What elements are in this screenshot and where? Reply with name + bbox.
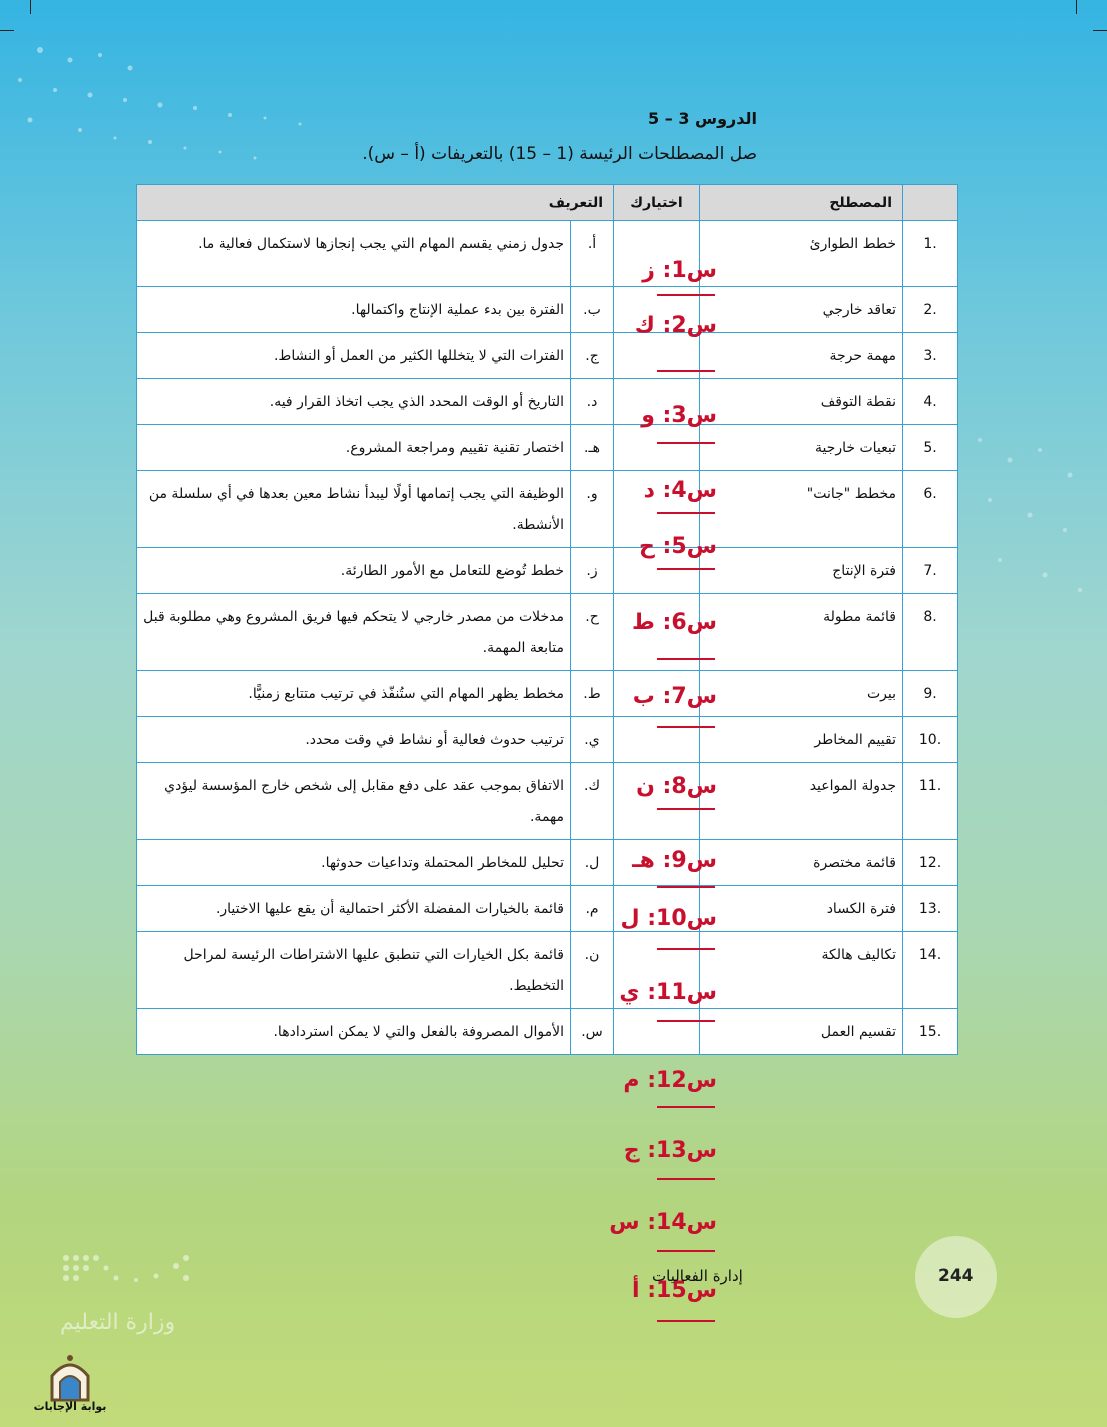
row-definition: اختصار تقنية تقييم ومراجعة المشروع.: [137, 425, 571, 471]
row-definition-letter: م.: [571, 886, 614, 932]
row-definition-letter: ك.: [571, 763, 614, 840]
header-term: المصطلح: [700, 185, 903, 221]
row-definition: تحليل للمخاطر المحتملة وتداعيات حدوثها.: [137, 840, 571, 886]
row-definition-letter: س.: [571, 1009, 614, 1055]
row-definition: الفترة بين بدء عملية الإنتاج واكتمالها.: [137, 287, 571, 333]
row-number: .3: [903, 333, 958, 379]
row-definition: الفترات التي لا يتخللها الكثير من العمل أو النشاط.: [137, 333, 571, 379]
dot-pattern-decoration: [960, 420, 1100, 620]
row-term: مخطط "جانت": [700, 471, 903, 548]
instruction-text: صل المصطلحات الرئيسة (1 – 15) بالتعريفات (أ – س).: [362, 144, 757, 164]
answer-underline: [657, 886, 715, 888]
table-row: [137, 221, 958, 287]
table-row: [137, 717, 958, 763]
row-definition: مخطط يظهر المهام التي ستُنفّذ في ترتيب متتابع زمنيًّا.: [137, 671, 571, 717]
table-row: [137, 840, 958, 886]
row-definition-letter: و.: [571, 471, 614, 548]
page-number: 244: [938, 1266, 974, 1286]
ministry-logo-dots: [60, 1252, 196, 1292]
table-row: [137, 594, 958, 671]
answer-underline: [657, 442, 715, 444]
row-number: .13: [903, 886, 958, 932]
row-number: .6: [903, 471, 958, 548]
row-definition-letter: ن.: [571, 932, 614, 1009]
crop-mark: [1076, 0, 1077, 14]
row-number: .7: [903, 548, 958, 594]
row-answer-cell: [614, 425, 700, 471]
table-header-row: [137, 185, 958, 221]
header-definition: التعريف: [137, 185, 614, 221]
answer-underline: [657, 512, 715, 514]
handwritten-answer: س2: ك: [634, 313, 717, 338]
row-term: فترة الإنتاج: [700, 548, 903, 594]
row-term: قائمة مختصرة: [700, 840, 903, 886]
answer-underline: [657, 1250, 715, 1252]
table-row: [137, 548, 958, 594]
handwritten-answer: س14: س: [609, 1210, 717, 1235]
table-row: [137, 287, 958, 333]
row-definition: قائمة بالخيارات المفضلة الأكثر احتمالية أن يقع عليها الاختيار.: [137, 886, 571, 932]
row-definition: قائمة بكل الخيارات التي تنطبق عليها الاشتراطات الرئيسة لمراحل التخطيط.: [137, 932, 571, 1009]
table-row: [137, 932, 958, 1009]
answer-underline: [657, 726, 715, 728]
handwritten-answer: س7: ب: [632, 684, 717, 709]
row-term: فترة الكساد: [700, 886, 903, 932]
table-row: [137, 886, 958, 932]
answers-gate-label: بوابة الإجابات: [33, 1400, 107, 1413]
table-row: [137, 333, 958, 379]
row-term: تقييم المخاطر: [700, 717, 903, 763]
row-term: تكاليف هالكة: [700, 932, 903, 1009]
answer-underline: [657, 294, 715, 296]
answer-underline: [657, 948, 715, 950]
row-term: تبعيات خارجية: [700, 425, 903, 471]
row-definition-letter: ب.: [571, 287, 614, 333]
handwritten-answer: س3: و: [641, 403, 717, 428]
row-answer-cell: [614, 717, 700, 763]
handwritten-answer: س8: ن: [636, 774, 717, 799]
terms-matching-table: [136, 184, 958, 1055]
row-definition-letter: هـ.: [571, 425, 614, 471]
crop-mark: [30, 0, 31, 14]
row-definition-letter: أ.: [571, 221, 614, 287]
row-term: تقسيم العمل: [700, 1009, 903, 1055]
row-number: .1: [903, 221, 958, 287]
table-row: [137, 671, 958, 717]
row-term: خطط الطوارئ: [700, 221, 903, 287]
footer-book-title: إدارة الفعاليات: [652, 1267, 743, 1285]
crop-mark: [1093, 30, 1107, 31]
row-number: .5: [903, 425, 958, 471]
row-number: .4: [903, 379, 958, 425]
row-definition: الأموال المصروفة بالفعل والتي لا يمكن استردادها.: [137, 1009, 571, 1055]
row-term: تعاقد خارجي: [700, 287, 903, 333]
row-definition: ترتيب حدوث فعالية أو نشاط في وقت محدد.: [137, 717, 571, 763]
row-definition-letter: ط.: [571, 671, 614, 717]
handwritten-answer: س10: ل: [620, 906, 717, 931]
row-definition: الاتفاق بموجب عقد على دفع مقابل إلى شخص خارج المؤسسة ليؤدي مهمة.: [137, 763, 571, 840]
handwritten-answer: س1: ز: [642, 258, 717, 283]
row-number: .14: [903, 932, 958, 1009]
row-term: نقطة التوقف: [700, 379, 903, 425]
row-definition-letter: ي.: [571, 717, 614, 763]
table-row: [137, 763, 958, 840]
row-term: بيرت: [700, 671, 903, 717]
table-row: [137, 425, 958, 471]
answer-underline: [657, 658, 715, 660]
answer-underline: [657, 1106, 715, 1108]
row-definition: الوظيفة التي يجب إتمامها أولًا ليبدأ نشاط معين بعدها في أي سلسلة من الأنشطة.: [137, 471, 571, 548]
handwritten-answer: س5: ح: [639, 534, 717, 559]
answer-underline: [657, 1178, 715, 1180]
answer-underline: [657, 808, 715, 810]
row-number: .8: [903, 594, 958, 671]
row-term: قائمة مطولة: [700, 594, 903, 671]
header-answer: اختيارك: [614, 185, 700, 221]
handwritten-answer: س9: هـ: [632, 848, 717, 873]
handwritten-answer: س13: ج: [623, 1138, 717, 1163]
handwritten-answer: س11: ي: [619, 980, 717, 1005]
row-term: جدولة المواعيد: [700, 763, 903, 840]
table-row: [137, 379, 958, 425]
row-definition: التاريخ أو الوقت المحدد الذي يجب اتخاذ القرار فيه.: [137, 379, 571, 425]
handwritten-answer: س4: د: [643, 478, 717, 503]
handwritten-answer: س12: م: [623, 1068, 717, 1093]
answers-gate-logo: [30, 1350, 110, 1427]
lesson-heading: الدروس 3 – 5: [648, 109, 757, 128]
row-definition: مدخلات من مصدر خارجي لا يتحكم فيها فريق المشروع وهي مطلوبة قبل متابعة المهمة.: [137, 594, 571, 671]
row-definition: خطط تُوضع للتعامل مع الأمور الطارئة.: [137, 548, 571, 594]
row-number: .2: [903, 287, 958, 333]
row-number: .12: [903, 840, 958, 886]
row-answer-cell: [614, 333, 700, 379]
table-row: [137, 1009, 958, 1055]
answer-underline: [657, 1320, 715, 1322]
row-definition-letter: د.: [571, 379, 614, 425]
table-row: [137, 471, 958, 548]
row-definition-letter: ز.: [571, 548, 614, 594]
row-term: مهمة حرجة: [700, 333, 903, 379]
answer-underline: [657, 1020, 715, 1022]
ministry-logo-text: وزارة التعليم: [60, 1310, 176, 1335]
row-number: .10: [903, 717, 958, 763]
row-definition-letter: ج.: [571, 333, 614, 379]
handwritten-answer: س6: ط: [632, 610, 717, 635]
row-answer-cell: [614, 1009, 700, 1055]
row-number: .11: [903, 763, 958, 840]
row-definition: جدول زمني يقسم المهام التي يجب إنجازها لاستكمال فعالية ما.: [137, 221, 571, 287]
row-number: .9: [903, 671, 958, 717]
answer-underline: [657, 370, 715, 372]
row-definition-letter: ح.: [571, 594, 614, 671]
row-definition-letter: ل.: [571, 840, 614, 886]
row-number: .15: [903, 1009, 958, 1055]
answer-underline: [657, 568, 715, 570]
header-number: [903, 185, 958, 221]
handwritten-answer: س15: أ: [632, 1278, 717, 1303]
